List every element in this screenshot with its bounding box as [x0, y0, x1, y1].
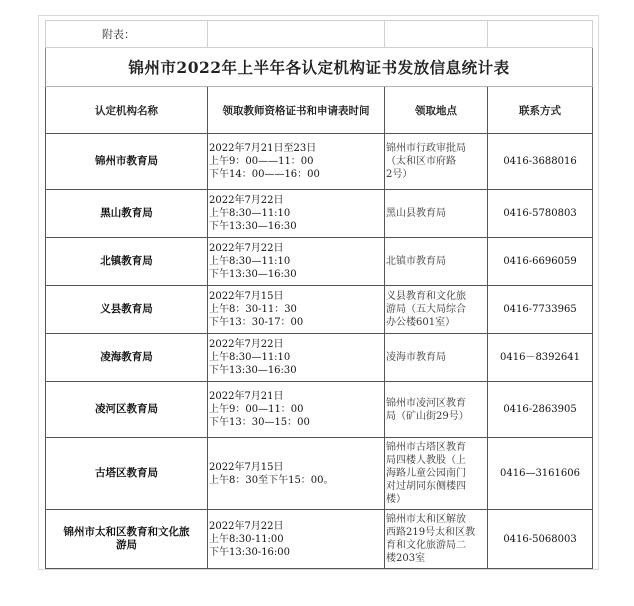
- institution-name-cell: [46, 286, 208, 334]
- pickup-location-line: 海路儿童公园南门: [386, 468, 466, 479]
- pickup-time-cell: [208, 238, 385, 286]
- pickup-time-line: 2022年7月21日: [209, 391, 284, 402]
- pickup-location-cell: [385, 134, 488, 190]
- title-row: [46, 48, 593, 87]
- pickup-location-cell: [385, 286, 488, 334]
- contact-phone-cell: 0416-2863905: [488, 382, 593, 438]
- table-row: [46, 134, 593, 190]
- contact-phone-cell: 0416-3688016: [488, 134, 593, 190]
- pickup-time-cell: [208, 334, 385, 382]
- pickup-location-line: 锦州市行政审批局: [386, 143, 466, 154]
- institution-name-cell: [46, 238, 208, 286]
- pickup-time-line: 2022年7月22日: [209, 195, 284, 206]
- institution-name-cell: [46, 438, 208, 510]
- institution-name-line: 凌河区教育局: [95, 403, 158, 415]
- table-row: [46, 190, 593, 238]
- pickup-location-line: 2号）: [386, 169, 413, 180]
- pickup-location-line: 局四楼人教股（上: [386, 455, 466, 466]
- pickup-location-line: 义县教育和文化旅: [386, 291, 466, 302]
- pickup-location-line: 北镇市教育局: [386, 256, 446, 267]
- note-empty-cell: [385, 21, 488, 48]
- institution-name-cell: [46, 382, 208, 438]
- contact-phone-cell: 0416-5780803: [488, 190, 593, 238]
- pickup-location-line: 局（矿山街29号）: [386, 410, 469, 422]
- pickup-time-line: 下午13:30—16:30: [209, 221, 297, 232]
- contact-phone-cell: 0416—3161606: [488, 438, 593, 510]
- pickup-time-line: 上午8:30—11:10: [209, 352, 291, 363]
- pickup-time-cell: [208, 286, 385, 334]
- pickup-time-line: 上午9：00——11：00: [209, 156, 314, 167]
- institution-name-line: 北镇教育局: [100, 255, 153, 267]
- institution-name-cell: [46, 334, 208, 382]
- header-location: 领取地点: [385, 87, 488, 134]
- institution-name-line: 黑山教育局: [100, 207, 153, 219]
- contact-phone-cell: 0416-5068003: [488, 510, 593, 569]
- pickup-time-line: 2022年7月21日至23日: [209, 143, 317, 154]
- pickup-time-cell: [208, 510, 385, 569]
- pickup-location-line: 育和文化旅游局二: [386, 540, 466, 551]
- table-body: [46, 134, 593, 569]
- contact-phone-cell: 0416－8392641: [488, 334, 593, 382]
- pickup-location-line: 凌海市教育局: [386, 352, 446, 363]
- institution-name-line: 游局: [116, 539, 137, 551]
- pickup-location-line: 游局（五大局综合: [386, 304, 466, 315]
- statistics-table: [45, 20, 593, 569]
- pickup-time-line: 下午13:30-16:00: [209, 546, 291, 558]
- pickup-time-line: 下午13:30—16:30: [209, 365, 297, 376]
- pickup-location-line: （太和区市府路: [386, 156, 456, 167]
- pickup-time-line: 2022年7月15日: [209, 291, 284, 302]
- note-label: 附表：: [46, 21, 208, 48]
- pickup-location-line: 楼203室: [386, 553, 426, 564]
- pickup-time-cell: [208, 382, 385, 438]
- note-empty-cell: [208, 21, 385, 48]
- pickup-time-line: 上午9：00—11：00: [209, 404, 304, 415]
- table-title: 锦州市2022年上半年各认定机构证书发放信息统计表: [46, 48, 593, 87]
- pickup-time-cell: [208, 134, 385, 190]
- contact-phone-cell: 0416-7733965: [488, 286, 593, 334]
- pickup-location-cell: [385, 334, 488, 382]
- table-row: [46, 382, 593, 438]
- pickup-time-line: 上午8:30—11:10: [209, 256, 291, 267]
- pickup-location-cell: [385, 438, 488, 510]
- pickup-time-line: 上午8:30—11:10: [209, 208, 291, 219]
- pickup-location-cell: [385, 238, 488, 286]
- pickup-time-line: 2022年7月15日: [209, 461, 284, 473]
- pickup-location-line: 黑山县教育局: [386, 208, 446, 219]
- pickup-location-line: 楼）: [386, 494, 406, 505]
- header-row: [46, 87, 593, 134]
- pickup-time-line: 上午8:30-11:00: [209, 533, 284, 545]
- pickup-time-line: 下午13：30—15：00: [209, 417, 310, 428]
- institution-name-cell: [46, 134, 208, 190]
- pickup-location-cell: [385, 190, 488, 238]
- pickup-time-line: 上午8：30至下午15：00。: [209, 474, 334, 486]
- header-institution: 认定机构名称: [46, 87, 208, 134]
- pickup-location-cell: [385, 510, 488, 569]
- table-row: [46, 286, 593, 334]
- pickup-time-cell: [208, 190, 385, 238]
- table-row: [46, 438, 593, 510]
- institution-name-cell: [46, 190, 208, 238]
- pickup-time-line: 下午13:30—16:30: [209, 269, 297, 280]
- pickup-location-line: 锦州市太和区解放: [386, 514, 466, 525]
- header-time: 领取教师资格证书和申请表时间: [208, 87, 385, 134]
- table-row: [46, 238, 593, 286]
- document-frame: [38, 15, 599, 570]
- pickup-time-line: 2022年7月22日: [209, 243, 284, 254]
- institution-name-cell: [46, 510, 208, 569]
- pickup-location-cell: [385, 382, 488, 438]
- pickup-time-cell: [208, 438, 385, 510]
- pickup-time-line: 下午13：30-17：00: [209, 317, 304, 328]
- pickup-time-line: 下午14：00——16：00: [209, 169, 320, 180]
- table-row: [46, 334, 593, 382]
- pickup-time-line: 2022年7月22日: [209, 339, 284, 350]
- pickup-location-line: 对过胡同东侧楼四: [386, 481, 466, 492]
- institution-name-line: 义县教育局: [100, 303, 153, 315]
- pickup-location-line: 办公楼601室）: [386, 317, 456, 328]
- contact-phone-cell: 0416-6696059: [488, 238, 593, 286]
- note-row: [46, 21, 593, 48]
- institution-name-line: 锦州市太和区教育和文化旅: [63, 526, 190, 538]
- institution-name-line: 古塔区教育局: [95, 467, 158, 479]
- pickup-time-line: 2022年7月22日: [209, 520, 284, 532]
- header-contact: 联系方式: [488, 87, 593, 134]
- institution-name-line: 凌海教育局: [100, 351, 153, 363]
- pickup-time-line: 上午8：30-11：30: [209, 304, 297, 315]
- pickup-location-line: 锦州市古塔区教育: [386, 442, 466, 453]
- table-row: [46, 510, 593, 569]
- note-empty-cell: [488, 21, 593, 48]
- institution-name-line: 锦州市教育局: [95, 155, 158, 167]
- pickup-location-line: 锦州市凌河区教育: [386, 397, 466, 409]
- pickup-location-line: 西路219号太和区教: [386, 527, 476, 538]
